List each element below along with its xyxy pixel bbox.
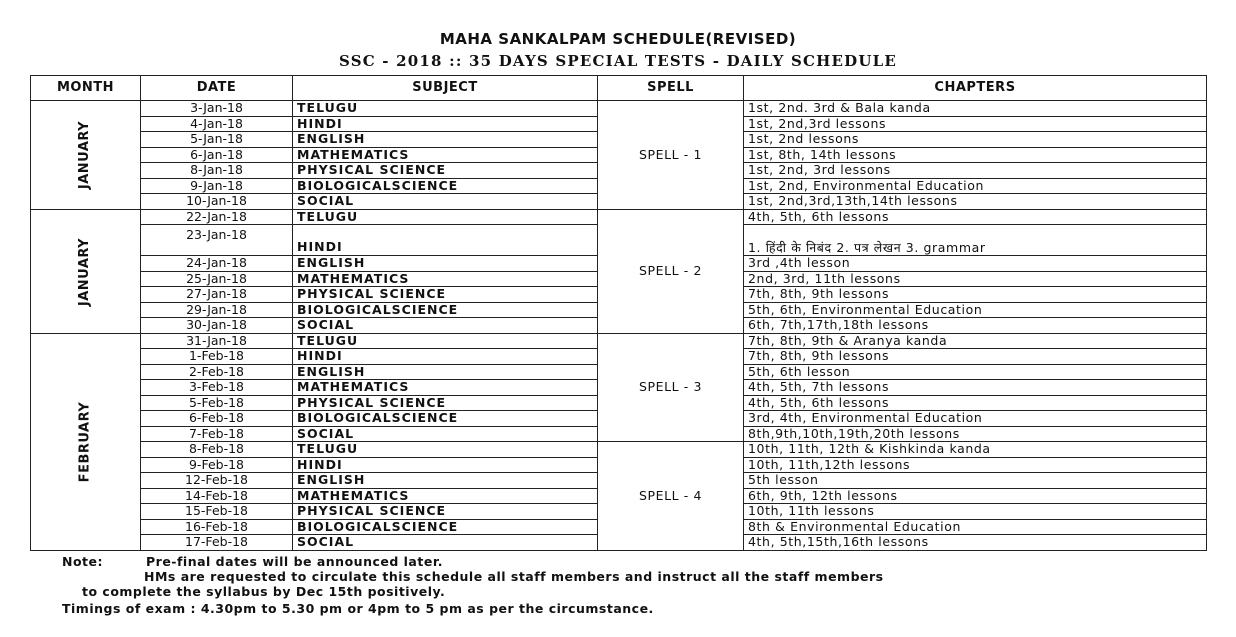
- date-cell: 30-Jan-18: [141, 318, 293, 334]
- date-cell: 25-Jan-18: [141, 271, 293, 287]
- subject-cell: BIOLOGICALSCIENCE: [293, 302, 598, 318]
- date-cell: 5-Jan-18: [141, 132, 293, 148]
- subject-cell: BIOLOGICALSCIENCE: [293, 178, 598, 194]
- chapters-cell: 1. हिंदी के निबंद 2. पत्र लेखन 3. grammar: [744, 225, 1207, 256]
- date-cell: 6-Jan-18: [141, 147, 293, 163]
- schedule-table: [30, 75, 1207, 551]
- month-cell: [31, 101, 141, 210]
- chapters-cell: 7th, 8th, 9th lessons: [744, 287, 1207, 303]
- date-cell: 9-Feb-18: [141, 457, 293, 473]
- month-cell: [31, 333, 141, 550]
- date-cell: 5-Feb-18: [141, 395, 293, 411]
- date-cell: 6-Feb-18: [141, 411, 293, 427]
- date-cell: 8-Jan-18: [141, 163, 293, 179]
- subject-cell: BIOLOGICALSCIENCE: [293, 411, 598, 427]
- subject-cell: TELUGU: [293, 101, 598, 117]
- subject-cell: MATHEMATICS: [293, 147, 598, 163]
- subject-cell: PHYSICAL SCIENCE: [293, 163, 598, 179]
- subject-cell: ENGLISH: [293, 364, 598, 380]
- chapters-cell: 6th, 9th, 12th lessons: [744, 488, 1207, 504]
- chapters-cell: 5th, 6th lesson: [744, 364, 1207, 380]
- date-cell: 10-Jan-18: [141, 194, 293, 210]
- spell-cell: SPELL - 1: [598, 101, 744, 210]
- date-cell: 16-Feb-18: [141, 519, 293, 535]
- date-cell: 15-Feb-18: [141, 504, 293, 520]
- note-line: to complete the syllabus by Dec 15th positively.: [82, 584, 446, 599]
- date-cell: 12-Feb-18: [141, 473, 293, 489]
- header-date: DATE: [141, 76, 293, 101]
- subject-cell: SOCIAL: [293, 194, 598, 210]
- table-header-row: [31, 76, 1207, 101]
- subject-cell: ENGLISH: [293, 473, 598, 489]
- chapters-cell: 1st, 2nd,3rd,13th,14th lessons: [744, 194, 1207, 210]
- chapters-cell: 1st, 2nd,3rd lessons: [744, 116, 1207, 132]
- subject-cell: SOCIAL: [293, 426, 598, 442]
- note-line: Pre-final dates will be announced later.: [146, 554, 443, 569]
- subject-cell: PHYSICAL SCIENCE: [293, 287, 598, 303]
- header-month: MONTH: [31, 76, 141, 101]
- date-cell: 31-Jan-18: [141, 333, 293, 349]
- subject-cell: PHYSICAL SCIENCE: [293, 395, 598, 411]
- month-label: FEBRUARY: [77, 401, 93, 483]
- chapters-cell: 1st, 2nd. 3rd & Bala kanda: [744, 101, 1207, 117]
- spell-cell: SPELL - 4: [598, 442, 744, 551]
- subject-cell: ENGLISH: [293, 256, 598, 272]
- chapters-cell: 10th, 11th, 12th & Kishkinda kanda: [744, 442, 1207, 458]
- chapters-cell: 8th,9th,10th,19th,20th lessons: [744, 426, 1207, 442]
- date-cell: 4-Jan-18: [141, 116, 293, 132]
- subject-cell: MATHEMATICS: [293, 271, 598, 287]
- subject-cell: TELUGU: [293, 333, 598, 349]
- chapters-cell: 4th, 5th, 6th lessons: [744, 395, 1207, 411]
- date-cell: 7-Feb-18: [141, 426, 293, 442]
- chapters-cell: 8th & Environmental Education: [744, 519, 1207, 535]
- chapters-cell: 1st, 2nd, Environmental Education: [744, 178, 1207, 194]
- date-cell: 24-Jan-18: [141, 256, 293, 272]
- chapters-cell: 7th, 8th, 9th & Aranya kanda: [744, 333, 1207, 349]
- date-cell: 2-Feb-18: [141, 364, 293, 380]
- table-row: [31, 101, 1207, 117]
- chapters-cell: 1st, 2nd, 3rd lessons: [744, 163, 1207, 179]
- note-line: HMs are requested to circulate this schedule all staff members and instruct all the staff members: [144, 569, 884, 584]
- subject-cell: SOCIAL: [293, 318, 598, 334]
- chapters-cell: 5th lesson: [744, 473, 1207, 489]
- header-subject: SUBJECT: [293, 76, 598, 101]
- subject-cell: MATHEMATICS: [293, 380, 598, 396]
- subject-cell: TELUGU: [293, 442, 598, 458]
- date-cell: 14-Feb-18: [141, 488, 293, 504]
- chapters-cell: 5th, 6th, Environmental Education: [744, 302, 1207, 318]
- date-cell: 3-Jan-18: [141, 101, 293, 117]
- subject-cell: PHYSICAL SCIENCE: [293, 504, 598, 520]
- table-row: [31, 442, 1207, 458]
- chapters-cell: 4th, 5th, 6th lessons: [744, 209, 1207, 225]
- subject-cell: ENGLISH: [293, 132, 598, 148]
- subject-cell: TELUGU: [293, 209, 598, 225]
- spell-cell: SPELL - 2: [598, 209, 744, 333]
- subject-cell: HINDI: [293, 349, 598, 365]
- subject-cell: MATHEMATICS: [293, 488, 598, 504]
- subject-cell: HINDI: [293, 225, 598, 256]
- date-cell: 23-Jan-18: [141, 225, 293, 256]
- header-spell: SPELL: [598, 76, 744, 101]
- month-label: JANUARY: [77, 121, 93, 190]
- chapters-cell: 1st, 2nd lessons: [744, 132, 1207, 148]
- subject-cell: SOCIAL: [293, 535, 598, 551]
- timings-line: Timings of exam : 4.30pm to 5.30 pm or 4pm to 5 pm as per the circumstance.: [62, 601, 654, 616]
- date-cell: 29-Jan-18: [141, 302, 293, 318]
- chapters-cell: 4th, 5th,15th,16th lessons: [744, 535, 1207, 551]
- chapters-cell: 3rd, 4th, Environmental Education: [744, 411, 1207, 427]
- month-cell: [31, 209, 141, 333]
- table-row: [31, 209, 1207, 225]
- date-cell: 9-Jan-18: [141, 178, 293, 194]
- note-label: Note:: [62, 554, 104, 569]
- chapters-cell: 3rd ,4th lesson: [744, 256, 1207, 272]
- header-chapters: CHAPTERS: [744, 76, 1207, 101]
- notes-section: [62, 554, 884, 616]
- date-cell: 22-Jan-18: [141, 209, 293, 225]
- date-cell: 8-Feb-18: [141, 442, 293, 458]
- subject-cell: HINDI: [293, 116, 598, 132]
- table-row: [31, 333, 1207, 349]
- chapters-cell: 6th, 7th,17th,18th lessons: [744, 318, 1207, 334]
- chapters-cell: 2nd, 3rd, 11th lessons: [744, 271, 1207, 287]
- spell-cell: SPELL - 3: [598, 333, 744, 442]
- subject-cell: BIOLOGICALSCIENCE: [293, 519, 598, 535]
- date-cell: 1-Feb-18: [141, 349, 293, 365]
- date-cell: 17-Feb-18: [141, 535, 293, 551]
- chapters-cell: 7th, 8th, 9th lessons: [744, 349, 1207, 365]
- chapters-cell: 4th, 5th, 7th lessons: [744, 380, 1207, 396]
- chapters-cell: 10th, 11th lessons: [744, 504, 1207, 520]
- page-subtitle: SSC - 2018 :: 35 DAYS SPECIAL TESTS - DAILY SCHEDULE: [339, 52, 897, 70]
- chapters-cell: 1st, 8th, 14th lessons: [744, 147, 1207, 163]
- month-label: JANUARY: [77, 237, 93, 306]
- chapters-cell: 10th, 11th,12th lessons: [744, 457, 1207, 473]
- subject-cell: HINDI: [293, 457, 598, 473]
- date-cell: 3-Feb-18: [141, 380, 293, 396]
- page-title: MAHA SANKALPAM SCHEDULE(REVISED): [439, 30, 797, 48]
- date-cell: 27-Jan-18: [141, 287, 293, 303]
